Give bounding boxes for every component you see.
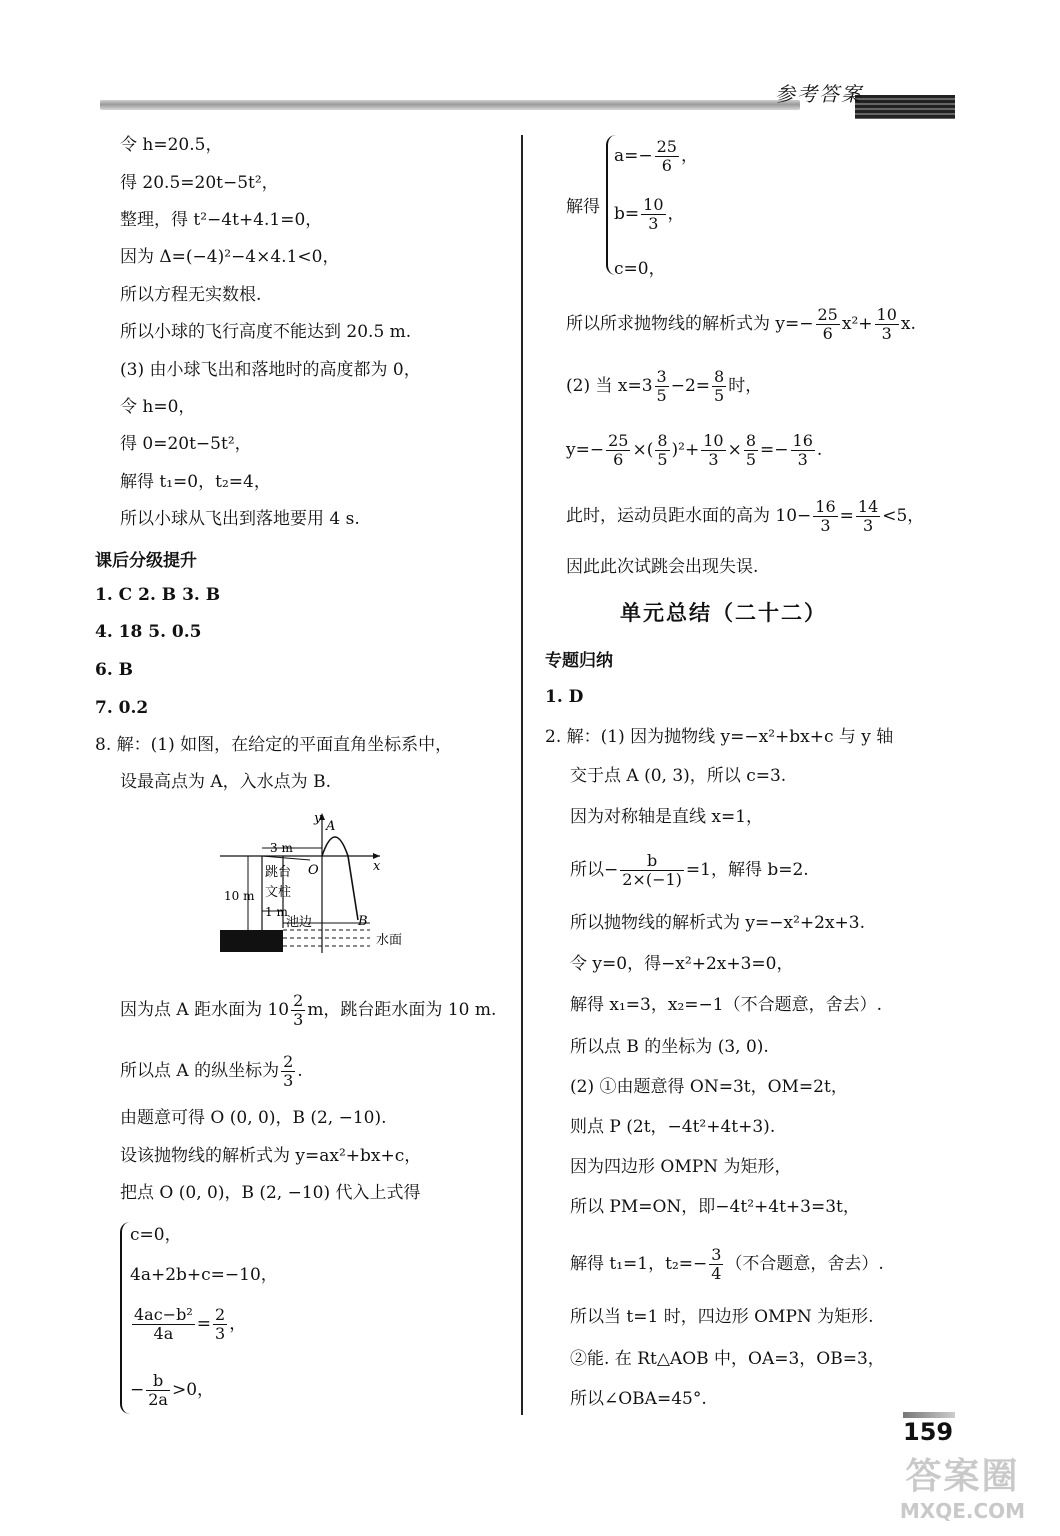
text-line: 所以小球从飞出到落地要用 4 s. xyxy=(120,509,360,529)
text-line: 解得 t₁=1，t₂=− $\frac{3}{4}$ （不合题意，舍去）. xyxy=(570,1245,884,1283)
text-line: y=− $\frac{25}{6}$ ×( $\frac{8}{5}$ )²+ $\frac{10}{3}$ × $\frac{8}{5}$ =− $\frac{16}{3}$ . xyxy=(566,431,823,469)
system-brace xyxy=(120,1222,130,1414)
text-line: 解得 xyxy=(566,197,600,217)
answer-line: 6. B xyxy=(95,660,134,680)
header-rule xyxy=(100,100,800,110)
text-line: (2) ①由题意得 ON=3t，OM=2t， xyxy=(570,1077,848,1097)
text-line: 因为对称轴是直线 x=1， xyxy=(570,807,764,827)
text-line: 所以 PM=ON，即−4t²+4t+3=3t， xyxy=(570,1197,860,1217)
equation-line: 4a+2b+c=−10， xyxy=(130,1265,278,1285)
fig-label-3m: 3 m xyxy=(270,841,293,855)
text-line: 所以所求抛物线的解析式为 y=− $\frac{25}{6}$ x²+ $\frac{10}{3}$ x. xyxy=(566,305,916,343)
text-line: 所以抛物线的解析式为 y=−x²+2x+3. xyxy=(570,913,866,933)
watermark-url: MXQE.COM xyxy=(899,1499,1026,1523)
fig-label-chibian: 池边 xyxy=(286,915,313,930)
section-heading: 专题归纳 xyxy=(545,651,613,671)
header-title: 参考答案 xyxy=(775,82,863,106)
fig-label-b: B xyxy=(358,914,368,929)
equation-line: c=0， xyxy=(614,259,666,279)
fig-label-water: 水面 xyxy=(376,933,403,948)
unit-title: 单元总结（二十二） xyxy=(620,601,827,625)
question-line: 2. 解：(1) 因为抛物线 y=−x²+bx+c 与 y 轴 xyxy=(545,727,894,747)
answer-line: 7. 0.2 xyxy=(95,698,149,718)
text-line: 所以− $\frac{b}{2\times(-1)}$ =1，解得 b=2. xyxy=(570,851,809,889)
text-line: 设该抛物线的解析式为 y=ax²+bx+c， xyxy=(120,1146,422,1166)
text-line: 令 h=0， xyxy=(120,397,196,417)
text-line: 把点 O (0, 0)，B (2, −10) 代入上式得 xyxy=(120,1183,421,1203)
equation-line: c=0， xyxy=(130,1225,182,1245)
fig-label-x: x xyxy=(373,859,381,874)
answer-line: 4. 18 5. 0.5 xyxy=(95,622,202,642)
text-line: 得 0=20t−5t²， xyxy=(120,434,252,454)
header-rule-decoration xyxy=(855,95,955,119)
text-line: 所以小球的飞行高度不能达到 20.5 m. xyxy=(120,322,412,342)
text-line: 解得 x₁=3，x₂=−1（不合题意，舍去）. xyxy=(570,995,882,1015)
fig-label-a: A xyxy=(326,819,336,834)
page-number: 159 xyxy=(903,1418,954,1446)
diving-diagram xyxy=(210,808,410,958)
column-divider xyxy=(521,135,523,1415)
text-line: 所以方程无实数根. xyxy=(120,285,262,305)
fig-label-o: O xyxy=(308,863,319,878)
text-line: 交于点 A (0, 3)，所以 c=3. xyxy=(570,766,787,786)
text-line: (2) 当 x=3 $\frac{3}{5}$ −2= $\frac{8}{5}$ 时， xyxy=(566,367,763,405)
answer-line: 1. C 2. B 3. B xyxy=(95,585,221,605)
text-line: 所以当 t=1 时，四边形 OMPN 为矩形. xyxy=(570,1307,874,1327)
equation-line: a=− $\frac{25}{6}$ ， xyxy=(614,137,698,175)
text-line: (3) 由小球飞出和落地时的高度都为 0， xyxy=(120,360,421,380)
equation-line: b= $\frac{10}{3}$ ， xyxy=(614,195,685,233)
section-heading: 课后分级提升 xyxy=(95,551,197,571)
text-line: 令 h=20.5， xyxy=(120,135,223,155)
text-line: 所以∠OBA=45°. xyxy=(570,1389,707,1409)
text-line: 因此此次试跳会出现失误. xyxy=(566,557,759,577)
fig-label-1m: 1 m xyxy=(265,905,288,919)
question-line: 设最高点为 A，入水点为 B. xyxy=(120,772,331,792)
text-line: 则点 P (2t，−4t²+4t+3). xyxy=(570,1117,776,1137)
equation-line: − $\frac{b}{2a}$ >0， xyxy=(130,1371,215,1409)
question-line: 8. 解：(1) 如图，在给定的平面直角坐标系中， xyxy=(95,735,453,755)
text-line: 因为四边形 OMPN 为矩形， xyxy=(570,1157,792,1177)
text-line: 因为 Δ=(−4)²−4×4.1<0， xyxy=(120,247,340,267)
watermark-text: 答案圈 xyxy=(905,1456,1020,1497)
text-line: 由题意可得 O (0, 0)，B (2, −10). xyxy=(120,1108,387,1128)
text-line: 令 y=0，得−x²+2x+3=0， xyxy=(570,954,794,974)
fig-label-y: y xyxy=(314,811,322,826)
text-line: 得 20.5=20t−5t²， xyxy=(120,173,279,193)
text-line: 所以点 A 的纵坐标为 $\frac{2}{3}$ . xyxy=(120,1052,303,1090)
text-line: 整理，得 t²−4t+4.1=0， xyxy=(120,210,323,230)
fig-label-tai: 跳台 xyxy=(265,865,292,880)
text-line: 所以点 B 的坐标为 (3, 0). xyxy=(570,1037,769,1057)
text-line: ②能. 在 Rt△AOB 中，OA=3，OB=3， xyxy=(570,1349,885,1369)
watermark-logo xyxy=(880,1448,1045,1528)
equation-line: $\frac{\text{4ac−b²}}{4a}$ = $\frac{2}{3}$ ， xyxy=(134,1305,247,1343)
text-line: 解得 t₁=0，t₂=4， xyxy=(120,472,271,492)
text-line: 此时，运动员距水面的高为 10− $\frac{16}{3}$ = $\frac{14}{3}$ <5， xyxy=(566,497,925,535)
fig-label-10m: 10 m xyxy=(224,889,255,903)
fig-label-zhu: 文柱 xyxy=(265,885,292,900)
answer-line: 1. D xyxy=(545,687,584,707)
text-line: 因为点 A 距水面为 10 $\frac{2}{3}$ m，跳台距水面为 10 m. xyxy=(120,991,497,1029)
